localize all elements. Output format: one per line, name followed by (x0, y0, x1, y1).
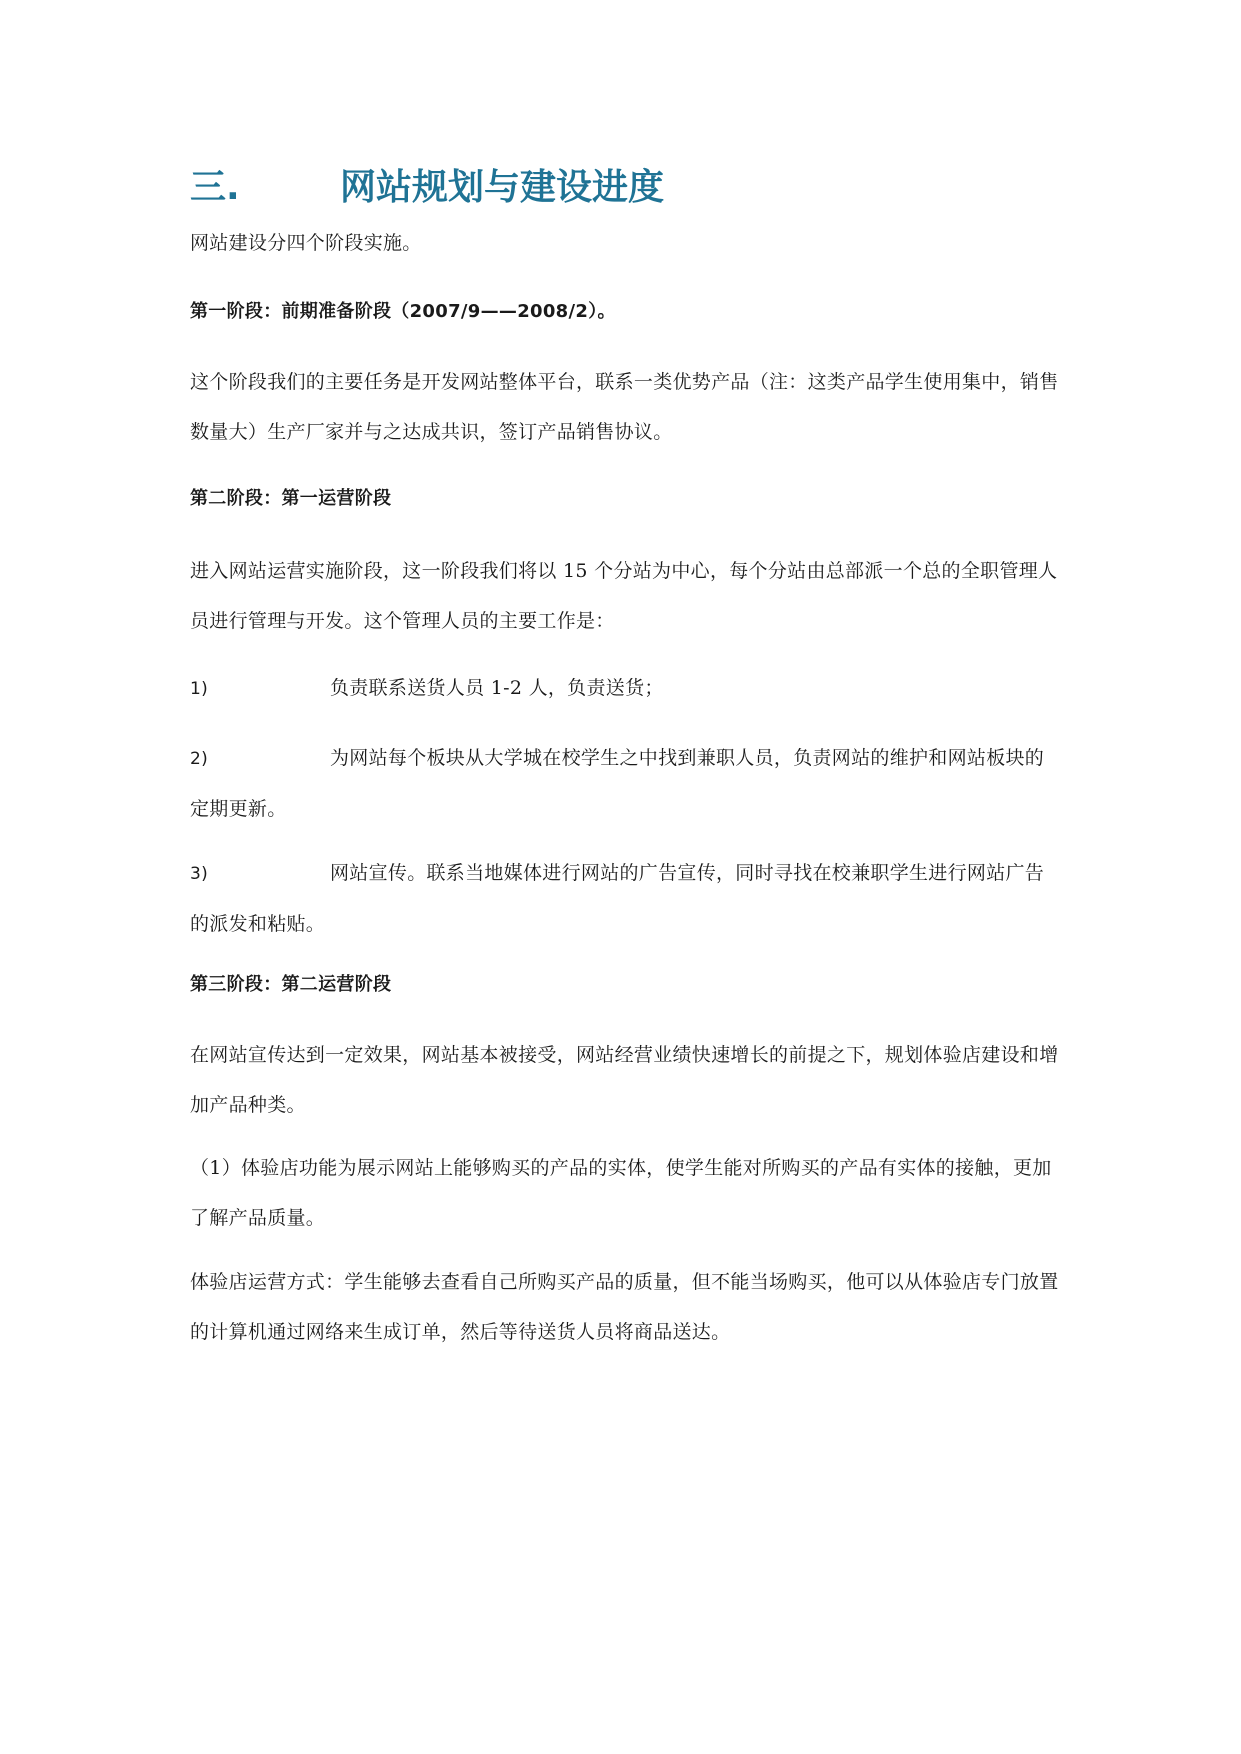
phase2-body: 进入网站运营实施阶段，这一阶段我们将以 15 个分站为中心，每个分站由总部派一个总的全职管理人员进行管理与开发。这个管理人员的主要工作是： (190, 560, 1058, 632)
section-heading (190, 158, 1090, 218)
phase3-heading: 第三阶段：第二运营阶段 (190, 974, 392, 995)
phase3-point1: （1）体验店功能为展示网站上能够购买的产品的实体，使学生能对所购买的产品有实体的接触，更加了解产品质量。 (190, 1157, 1052, 1229)
list-item-2 (190, 733, 1060, 834)
phase3-body: 在网站宣传达到一定效果，网站基本被接受，网站经营业绩快速增长的前提之下，规划体验店建设和增加产品种类。 (190, 1044, 1059, 1116)
phase1-heading: 第一阶段：前期准备阶段（2007/9——2008/2）。 (190, 301, 616, 322)
list-marker: 1) (190, 679, 209, 699)
list-text: 网站宣传。联系当地媒体进行网站的广告宣传，同时寻找在校兼职学生进行网站广告的派发和粘贴。 (190, 862, 1045, 935)
phase1-body: 这个阶段我们的主要任务是开发网站整体平台，联系一类优势产品（注：这类产品学生使用集中，销售数量大）生产厂家并与之达成共识，签订产品销售协议。 (190, 371, 1059, 443)
list-marker: 2) (190, 749, 209, 769)
phase3-operation: 体验店运营方式：学生能够去查看自己所购买产品的质量，但不能当场购买，他可以从体验店专门放置的计算机通过网络来生成订单，然后等待送货人员将商品送达。 (190, 1271, 1059, 1343)
list-text: 负责联系送货人员 1-2 人，负责送货； (330, 677, 664, 699)
list-item-3 (190, 848, 1060, 949)
section-title: 网站规划与建设进度 (340, 167, 665, 208)
section-number: 三. (190, 167, 240, 208)
phase2-heading: 第二阶段：第一运营阶段 (190, 488, 392, 509)
list-marker: 3) (190, 864, 209, 884)
list-item-1 (190, 663, 1060, 714)
list-text: 为网站每个板块从大学城在校学生之中找到兼职人员，负责网站的维护和网站板块的定期更新。 (190, 747, 1045, 820)
intro-paragraph: 网站建设分四个阶段实施。 (190, 232, 422, 254)
